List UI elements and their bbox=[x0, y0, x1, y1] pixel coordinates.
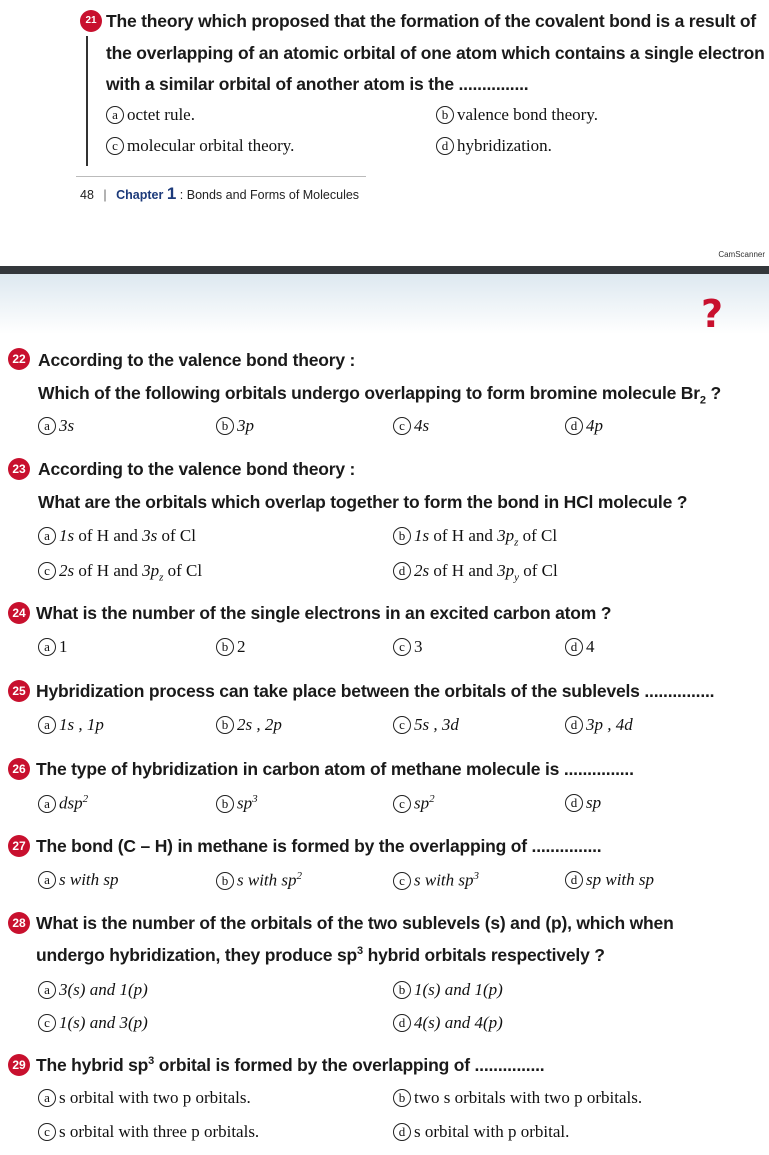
option-a[interactable]: a s with sp bbox=[38, 870, 119, 890]
question-number-badge: 25 bbox=[8, 680, 30, 702]
question-mark-icon: ? bbox=[700, 292, 723, 336]
top-question-line3: with a similar orbital of another atom is the ............... bbox=[106, 74, 529, 94]
question-number-badge: 24 bbox=[8, 602, 30, 624]
question-text: What is the number of the orbitals of the two sublevels (s) and (p), which when bbox=[36, 913, 674, 933]
question-text: What are the orbitals which overlap together to form the bond in HCl molecule ? bbox=[38, 492, 688, 512]
question-text: undergo hybridization, they produce $sp^3$ hybrid orbitals respectively ? bbox=[36, 945, 605, 965]
option-d[interactable]: d 4 bbox=[565, 637, 595, 657]
option-d[interactable]: d hybridization. bbox=[436, 136, 552, 156]
page-divider bbox=[0, 266, 769, 274]
question-text: According to the valence bond theory : bbox=[38, 459, 356, 479]
option-d[interactable]: d 3p , 4d bbox=[565, 715, 633, 735]
option-c[interactable]: c s orbital with three p orbitals. bbox=[38, 1122, 259, 1142]
option-c[interactable]: c 3 bbox=[393, 637, 423, 657]
option-c[interactable]: c $sp^2$ bbox=[393, 793, 435, 814]
option-b[interactable]: b 2s , 2p bbox=[216, 715, 282, 735]
watermark: CamScanner bbox=[718, 250, 765, 259]
option-a[interactable]: a 3s bbox=[38, 416, 74, 436]
option-c[interactable]: c 5s , 3d bbox=[393, 715, 459, 735]
page-number: 48 bbox=[80, 188, 94, 202]
option-c[interactable]: c 1(s) and 3(p) bbox=[38, 1013, 148, 1033]
option-b[interactable]: b s with $sp^2$ bbox=[216, 870, 302, 891]
top-question-line2: the overlapping of an atomic orbital of one atom which contains a single electron bbox=[106, 43, 765, 63]
question-number-badge: 23 bbox=[8, 458, 30, 480]
chapter-title: : Bonds and Forms of Molecules bbox=[179, 188, 360, 202]
option-b[interactable]: b two s orbitals with two p orbitals. bbox=[393, 1088, 642, 1108]
option-a[interactable]: a s orbital with two p orbitals. bbox=[38, 1088, 251, 1108]
question-number-badge: 29 bbox=[8, 1054, 30, 1076]
question-text: Which of the following orbitals undergo overlapping to form bromine molecule $Br_2$ ? bbox=[38, 383, 721, 407]
question-number-badge: 26 bbox=[8, 758, 30, 780]
option-b[interactable]: b 1(s) and 1(p) bbox=[393, 980, 503, 1000]
question-number-badge: 27 bbox=[8, 835, 30, 857]
chapter-number: 1 bbox=[166, 184, 177, 203]
option-a[interactable]: a 3(s) and 1(p) bbox=[38, 980, 148, 1000]
question-text: The hybrid $sp^3$ orbital is formed by the overlapping of ............... bbox=[36, 1055, 545, 1075]
option-a[interactable]: a octet rule. bbox=[106, 105, 195, 125]
page-footer: 48 | Chapter 1 : Bonds and Forms of Molecules bbox=[80, 184, 360, 203]
option-d[interactable]: d s orbital with p orbital. bbox=[393, 1122, 569, 1142]
option-b[interactable]: b 3p bbox=[216, 416, 254, 436]
option-d[interactable]: d 4(s) and 4(p) bbox=[393, 1013, 503, 1033]
option-a[interactable]: a 1s , 1p bbox=[38, 715, 104, 735]
option-a[interactable]: a 1 bbox=[38, 637, 68, 657]
option-b[interactable]: b 2 bbox=[216, 637, 246, 657]
option-c[interactable]: c s with $sp^3$ bbox=[393, 870, 479, 891]
question-text: What is the number of the single electrons in an excited carbon atom ? bbox=[36, 603, 612, 623]
question-text: Hybridization process can take place between the orbitals of the sublevels ............... bbox=[36, 681, 715, 701]
question-text: The bond (C – H) in methane is formed by the overlapping of ............... bbox=[36, 836, 602, 856]
option-d[interactable]: d 2s of H and $3p_y$ of Cl bbox=[393, 561, 558, 583]
option-c[interactable]: c molecular orbital theory. bbox=[106, 136, 294, 156]
left-rule bbox=[86, 36, 88, 166]
option-b[interactable]: b valence bond theory. bbox=[436, 105, 598, 125]
option-c[interactable]: c 2s of H and $3p_z$ of Cl bbox=[38, 561, 202, 583]
option-d[interactable]: d 4p bbox=[565, 416, 603, 436]
option-b[interactable]: b 1s of H and $3p_z$ of Cl bbox=[393, 526, 557, 548]
option-a[interactable]: a dsp$^2$ bbox=[38, 793, 88, 814]
option-d[interactable]: d sp with sp bbox=[565, 870, 654, 890]
option-d[interactable]: d sp bbox=[565, 793, 601, 813]
question-number-badge: 21 bbox=[80, 10, 102, 32]
question-text: According to the valence bond theory : bbox=[38, 350, 356, 370]
option-a[interactable]: a 1s of H and 3s of Cl bbox=[38, 526, 196, 546]
top-question-line1: The theory which proposed that the formation of the covalent bond is a result of bbox=[106, 11, 757, 31]
question-number-badge: 22 bbox=[8, 348, 30, 370]
option-c[interactable]: c 4s bbox=[393, 416, 429, 436]
chapter-label: Chapter bbox=[116, 188, 164, 202]
question-text: The type of hybridization in carbon atom of methane molecule is ............... bbox=[36, 759, 634, 779]
question-number-badge: 28 bbox=[8, 912, 30, 934]
option-b[interactable]: b $sp^3$ bbox=[216, 793, 258, 814]
